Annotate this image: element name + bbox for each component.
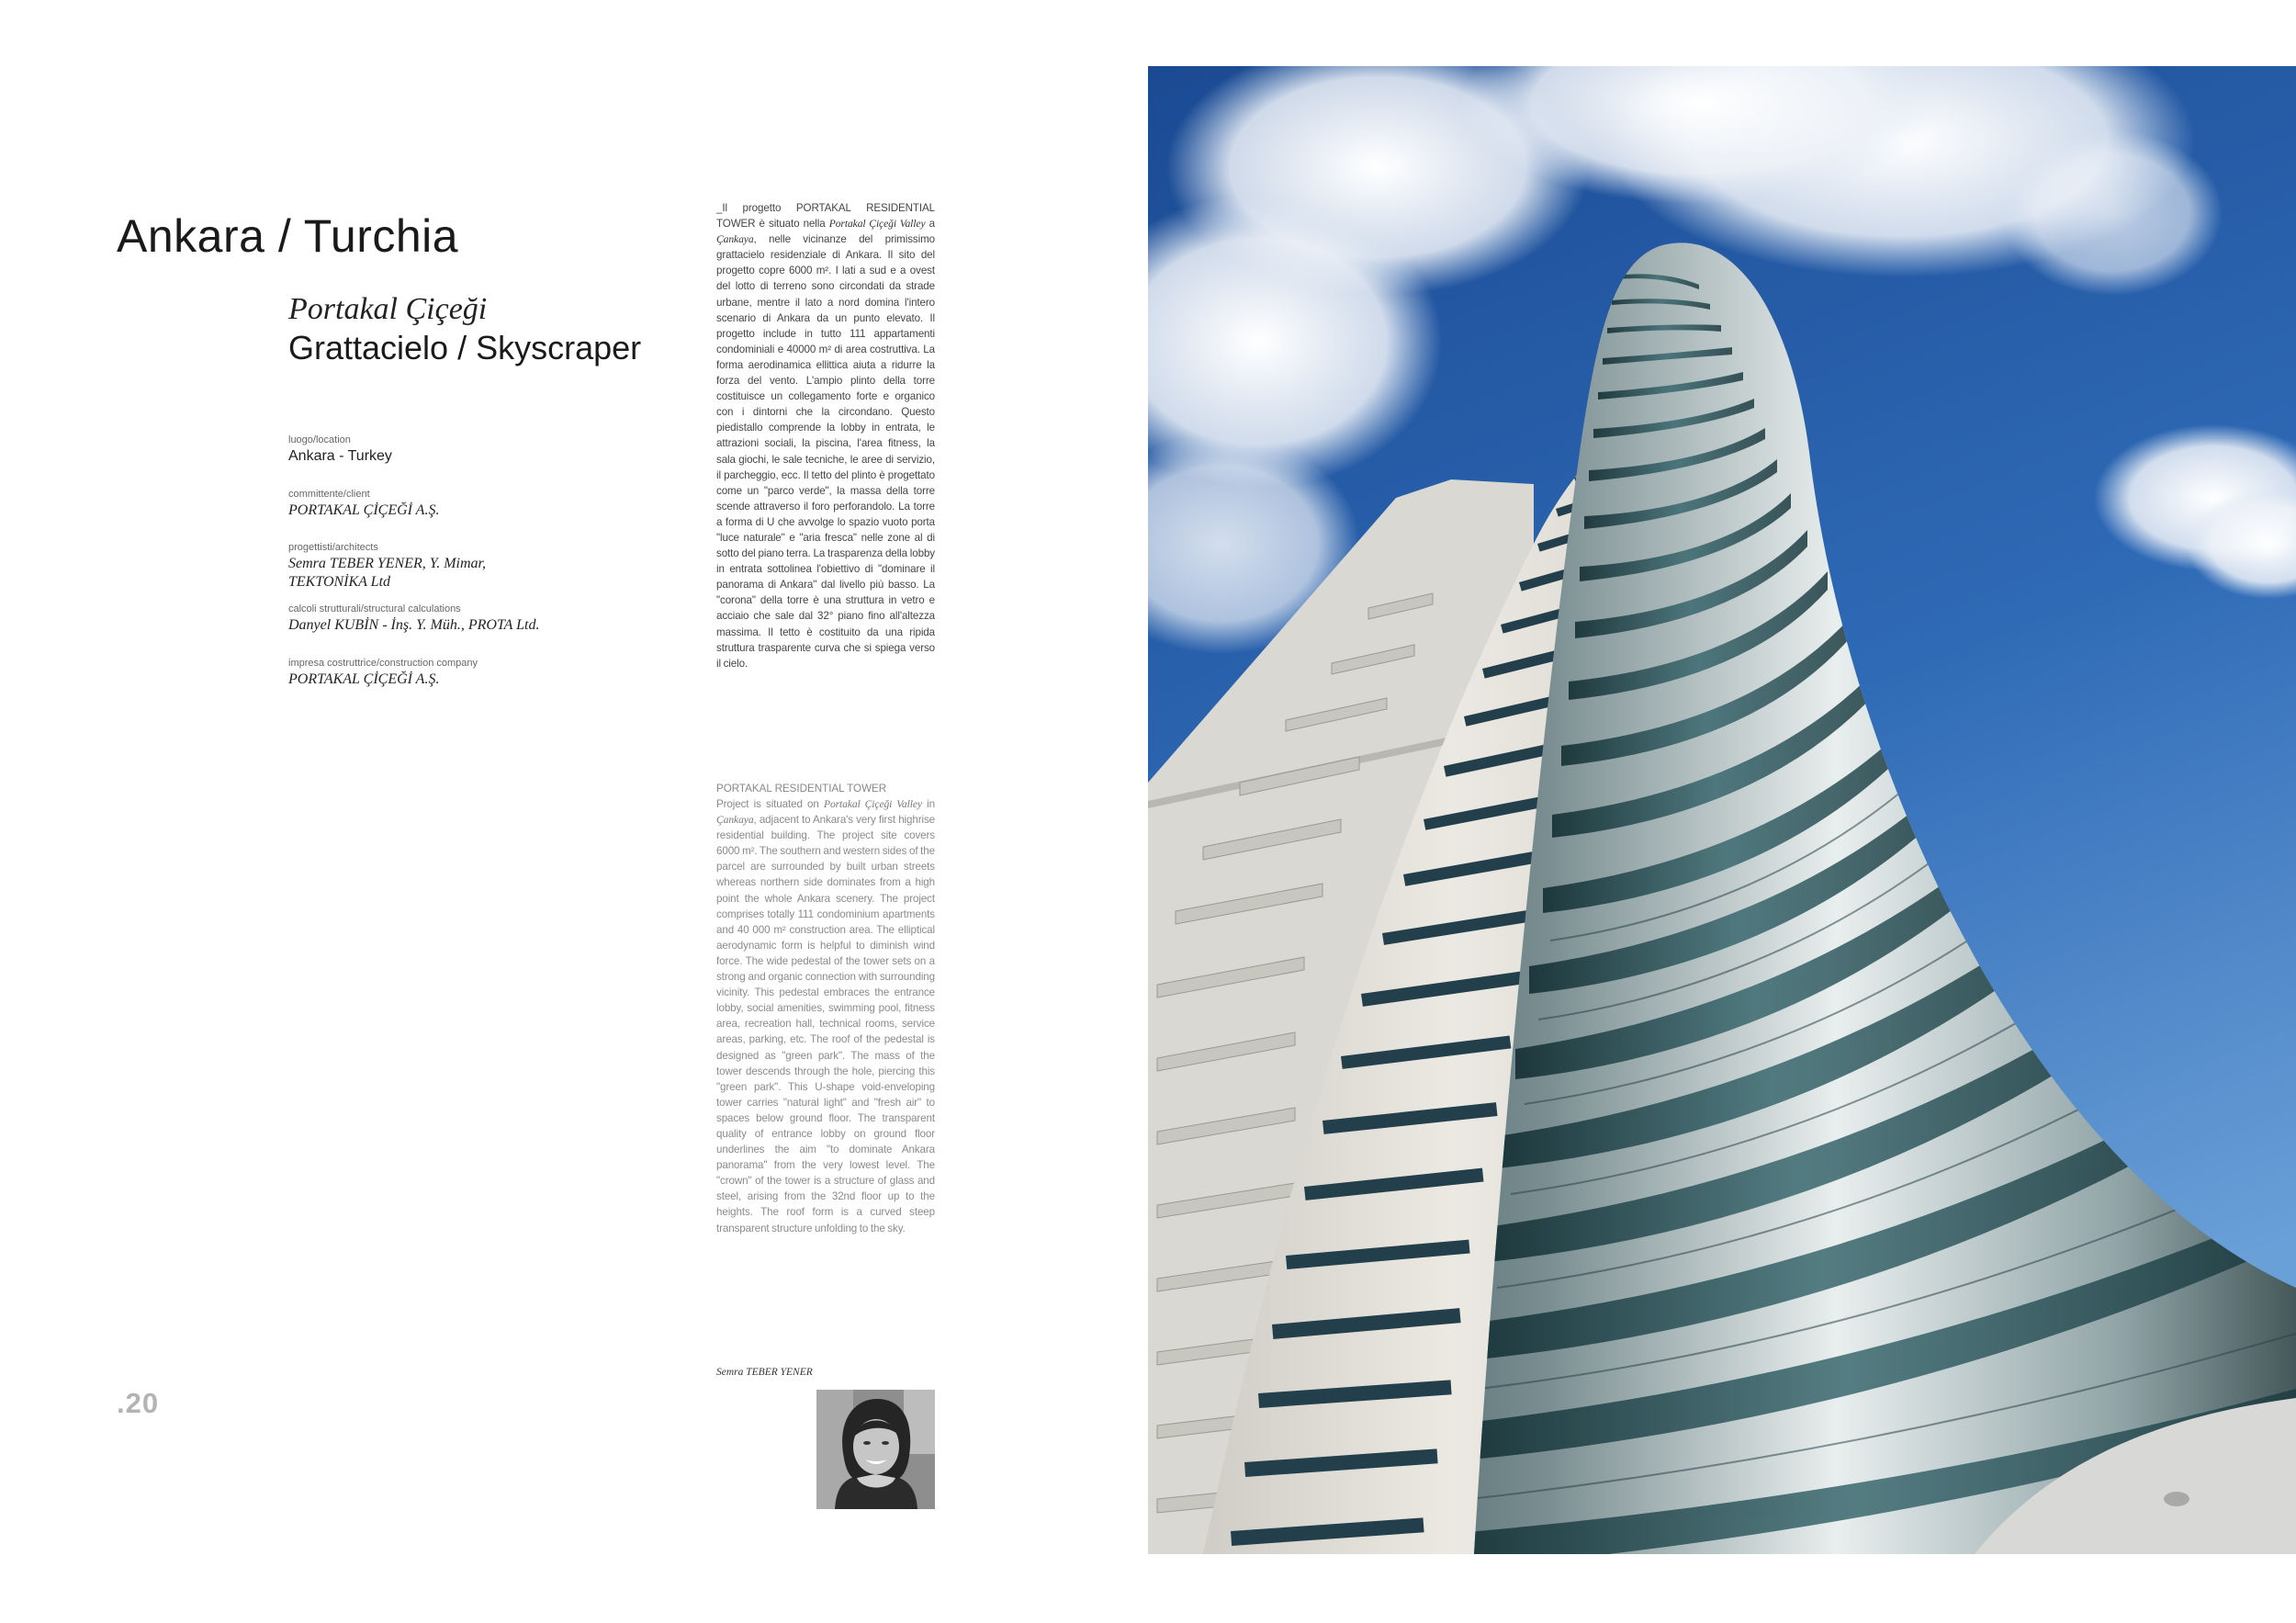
- page-number: .20: [117, 1387, 160, 1419]
- text-run: , nelle vicinanze del primissimo grattacielo residenziale di Ankara. Il sito del progetto copre 6000 m². I lati a sud e a ovest del lotto di terreno sono circondati da strade urbane, mentre il lato a nord domina l'intero scenario di Ankara da un punto elevato. Il progetto include in tutto 111 appartamenti condominiali e 40000 m² di area costruttiva. La forma aerodinamica ellittica aiuta a ridurre la forza del vento. L'ampio plinto della torre costituisce un collegamento forte e organico con i dintorni che la circondano. Questo piedistallo comprende la lobby in entrata, le attrazioni sociali, la piscina, l'area fitness, la sala giochi, le sale tecniche, le aree di servizio, il parcheggio, ecc. Il tetto del plinto è progettato come un "parco verde", la massa della torre scende attraverso il foro perforandolo. La torre a forma di U che avvolge lo spazio vuoto porta "luce naturale" e "aria fresca" nelle zone al di sotto del piano terra. La trasparenza della lobby in entrata sottolinea l'obiettivo di "dominare il panorama di Ankara" dal livello più basso. La "corona" della torre è una struttura in vetro e acciaio che sale dal 32° piano fino all'altezza massima. Il tetto è costituito da una ripida struttura trasparente curva che si spiega verso il cielo.: [716, 233, 935, 670]
- meta-value: Semra TEBER YENER, Y. Mimar,: [288, 556, 486, 571]
- tower-photo: [1148, 66, 2296, 1554]
- text-run-italic: Çankaya: [716, 814, 754, 827]
- meta-structural: [288, 603, 674, 635]
- text-run: a: [925, 218, 935, 231]
- meta-value: Ankara - Turkey: [288, 448, 392, 464]
- author-portrait: [816, 1390, 935, 1509]
- meta-label: calcoli strutturali/structural calculations: [288, 603, 461, 614]
- meta-value-2: TEKTONİKA Ltd: [288, 574, 391, 590]
- project-name: Portakal Çiçeği: [288, 292, 488, 326]
- meta-architects: [288, 541, 674, 592]
- page-title: Ankara / Turchia: [117, 210, 459, 262]
- meta-client: [288, 488, 674, 520]
- meta-value: Danyel KUBİN - İnş. Y. Müh., PROTA Ltd.: [288, 617, 540, 633]
- project-type: Grattacielo / Skyscraper: [288, 329, 642, 366]
- meta-label: luogo/location: [288, 434, 351, 445]
- text-run-italic: Çankaya: [716, 233, 754, 246]
- meta-value: PORTAKAL ÇİÇEĞİ A.Ş.: [288, 671, 440, 687]
- text-run: Project is situated on: [716, 798, 824, 810]
- meta-value: PORTAKAL ÇİÇEĞİ A.Ş.: [288, 502, 440, 518]
- text-run: _Il progetto PORTAKAL RESIDENTIAL TOWER è situato nella: [716, 202, 935, 231]
- text-run-italic: Portakal Çiçeği Valley: [823, 798, 922, 810]
- text-run: , adjacent to Ankara's very first highrise residential building. The project site covers 6000 m². The southern and western sides of the parcel are surrounded by built urban streets whereas northern side dominates from a high point the whole Ankara scenery. The project comprises totally 111 condominium apartments and 40 000 m² construction area. The elliptical aerodynamic form is helpful to diminish wind force. The wide pedestal of the tower sets on a strong and organic connection with surrounding vicinity. This pedestal embraces the entrance lobby, social amenities, swimming pool, fitness area, recreation hall, technical rooms, service areas, parking, etc. The roof of the pedestal is designed as "green park". The mass of the tower descends through the hole, piercing this "green park". This U-shape void-enveloping tower carries "natural light" and "fresh air" to spaces below ground floor. The transparent quality of entrance lobby on ground floor underlines the aim "to dominate Ankara panorama" from the very lowest level. The "crown" of the tower is a structure of glass and steel, arising from the 32nd floor up to the heights. The roof form is a curved steep transparent structure unfolding to the sky.: [716, 814, 935, 1234]
- meta-label: committente/client: [288, 489, 370, 500]
- english-text: [716, 796, 935, 1236]
- text-run-italic: Portakal Çiçeği Valley: [828, 218, 926, 231]
- author-name: Semra TEBER YENER: [716, 1367, 813, 1378]
- tower-illustration: [1148, 66, 2296, 1554]
- text-run: in: [921, 798, 936, 810]
- italian-text: [716, 200, 935, 671]
- meta-location: [288, 434, 674, 466]
- english-heading: PORTAKAL RESIDENTIAL TOWER: [716, 783, 887, 795]
- portrait-image: [816, 1390, 935, 1509]
- meta-construction: [288, 657, 674, 689]
- meta-label: progettisti/architects: [288, 542, 378, 553]
- meta-label: impresa costruttrice/construction company: [288, 658, 478, 669]
